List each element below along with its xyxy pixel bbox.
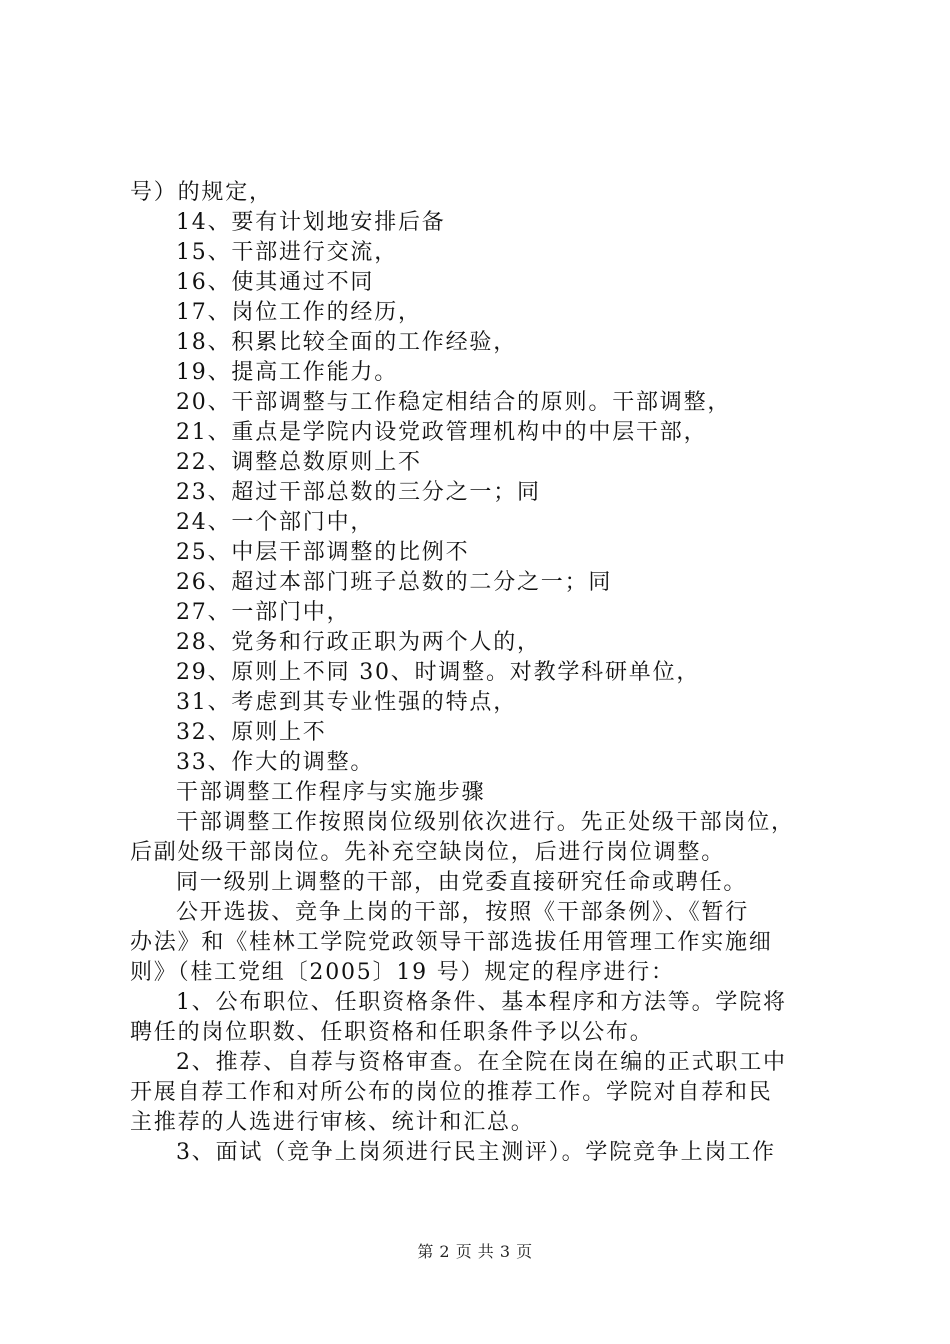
- list-item: 17、岗位工作的经历，: [176, 300, 422, 325]
- paragraph-line: 2、推荐、自荐与资格审查。在全院在岗在编的正式职工中: [176, 1050, 787, 1075]
- list-item: 21、重点是学院内设党政管理机构中的中层干部，: [176, 420, 708, 445]
- list-item: 14、要有计划地安排后备: [176, 210, 446, 235]
- list-item: 18、积累比较全面的工作经验，: [176, 330, 517, 355]
- list-item: 29、原则上不同 30、时调整。对教学科研单位，: [176, 660, 701, 685]
- list-item: 28、党务和行政正职为两个人的，: [176, 630, 541, 655]
- list-item: 33、作大的调整。: [176, 750, 375, 775]
- paragraph-line: 干部调整工作按照岗位级别依次进行。先正处级干部岗位，: [176, 810, 795, 835]
- paragraph-line: 主推荐的人选进行审核、统计和汇总。: [130, 1110, 535, 1135]
- paragraph-line: 后副处级干部岗位。先补充空缺岗位，后进行岗位调整。: [130, 840, 726, 865]
- list-item: 22、调整总数原则上不: [176, 450, 422, 475]
- list-item: 15、干部进行交流，: [176, 240, 398, 265]
- list-item: 27、一部门中，: [176, 600, 351, 625]
- list-item: 23、超过干部总数的三分之一；同: [176, 480, 541, 505]
- list-item: 25、中层干部调整的比例不: [176, 540, 470, 565]
- paragraph-line: 办法》和《桂林工学院党政领导干部选拔任用管理工作实施细: [130, 930, 773, 955]
- list-item: 24、一个部门中，: [176, 510, 375, 535]
- paragraph-line: 聘任的岗位职数、任职资格和任职条件予以公布。: [130, 1020, 654, 1045]
- list-item: 20、干部调整与工作稳定相结合的原则。干部调整，: [176, 390, 732, 415]
- paragraph-line: 1、公布职位、任职资格条件、基本程序和方法等。学院将: [176, 990, 787, 1015]
- list-item: 19、提高工作能力。: [176, 360, 398, 385]
- paragraph-line: 同一级别上调整的干部，由党委直接研究任命或聘任。: [176, 870, 748, 895]
- section-heading: 干部调整工作程序与实施步骤: [176, 780, 486, 805]
- list-item: 26、超过本部门班子总数的二分之一；同: [176, 570, 613, 595]
- paragraph-line: 则》（桂工党组〔2005〕19 号）规定的程序进行：: [130, 960, 675, 985]
- list-item: 32、原则上不: [176, 720, 327, 745]
- list-item: 31、考虑到其专业性强的特点，: [176, 690, 517, 715]
- page-number-footer: 第 2 页 共 3 页: [417, 1242, 533, 1261]
- paragraph-line: 3、面试（竞争上岗须进行民主测评）。学院竞争上岗工作: [176, 1140, 776, 1165]
- list-item: 16、使其通过不同: [176, 270, 375, 295]
- paragraph-line: 公开选拔、竞争上岗的干部，按照《干部条例》、《暂行: [176, 900, 750, 925]
- text-line: 号）的规定，: [130, 180, 273, 205]
- paragraph-line: 开展自荐工作和对所公布的岗位的推荐工作。学院对自荐和民: [130, 1080, 773, 1105]
